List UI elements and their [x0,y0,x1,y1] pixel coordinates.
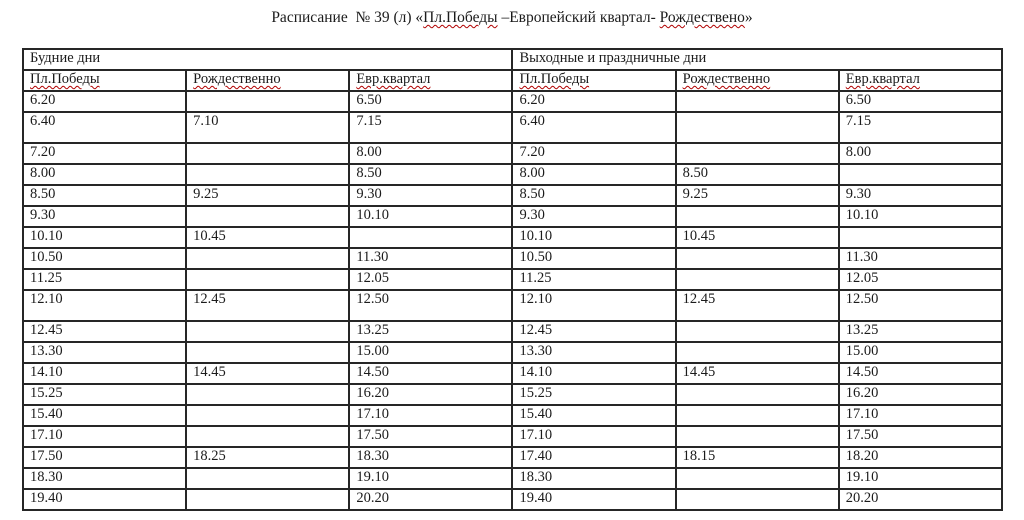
time-cell: 10.50 [23,248,186,269]
table-row [23,363,1002,384]
time-cell: 19.10 [839,468,1002,489]
time-cell: 12.50 [839,290,1002,321]
time-cell: 20.20 [839,489,1002,510]
column-header-label: Евр.квартал [356,71,431,87]
time-cell [186,248,349,269]
time-cell: 13.25 [839,321,1002,342]
time-cell: 8.50 [349,164,512,185]
time-cell [676,468,839,489]
time-cell [676,405,839,426]
time-cell: 20.20 [349,489,512,510]
time-cell: 9.30 [23,206,186,227]
time-cell: 15.00 [839,342,1002,363]
section-header-weekends: Выходные и праздничные дни [512,49,1002,70]
time-cell [676,206,839,227]
time-cell: 10.10 [512,227,675,248]
time-cell: 8.50 [676,164,839,185]
schedule-table-body [23,49,1002,510]
time-cell: 14.10 [23,363,186,384]
time-cell: 17.10 [512,426,675,447]
time-cell: 16.20 [839,384,1002,405]
time-cell: 14.50 [349,363,512,384]
time-cell: 13.30 [512,342,675,363]
table-row [23,426,1002,447]
title-misspelled-word: Пл.Победы [423,9,498,26]
time-cell: 12.45 [676,290,839,321]
column-header-label: Пл.Победы [30,71,100,87]
table-row [23,489,1002,510]
time-cell: 10.45 [186,227,349,248]
time-cell [676,489,839,510]
time-cell: 14.45 [676,363,839,384]
column-header-label: Рождественно [682,71,771,87]
time-cell [186,426,349,447]
time-cell: 12.45 [512,321,675,342]
time-cell: 11.25 [512,269,675,290]
time-cell [676,384,839,405]
column-header-label: Евр.квартал [845,71,920,87]
time-cell: 17.40 [512,447,675,468]
time-cell: 18.30 [23,468,186,489]
column-header [23,70,186,91]
table-row [23,342,1002,363]
time-cell [676,426,839,447]
time-cell: 15.25 [23,384,186,405]
table-row [23,384,1002,405]
time-cell [676,112,839,143]
time-cell: 18.15 [676,447,839,468]
time-cell: 16.20 [349,384,512,405]
time-cell: 19.10 [349,468,512,489]
table-row [23,321,1002,342]
time-cell: 8.50 [23,185,186,206]
time-cell: 8.00 [349,143,512,164]
time-cell [186,206,349,227]
column-header [676,70,839,91]
title-text: –Европейский квартал- [497,9,660,26]
time-cell [676,321,839,342]
section-header-weekdays: Будние дни [23,49,512,70]
time-cell [676,248,839,269]
time-cell: 14.45 [186,363,349,384]
table-row [23,248,1002,269]
time-cell: 9.25 [186,185,349,206]
time-cell: 19.40 [512,489,675,510]
time-cell [839,227,1002,248]
time-cell: 6.20 [23,91,186,112]
time-cell: 7.20 [23,143,186,164]
time-cell [186,384,349,405]
time-cell: 8.00 [839,143,1002,164]
table-row [23,143,1002,164]
column-header [512,70,675,91]
time-cell: 14.10 [512,363,675,384]
column-header [349,70,512,91]
time-cell: 7.15 [349,112,512,143]
time-cell: 17.10 [839,405,1002,426]
time-cell: 11.25 [23,269,186,290]
table-row [23,112,1002,143]
section-header-row [23,49,1002,70]
time-cell [676,269,839,290]
time-cell: 13.30 [23,342,186,363]
time-cell: 9.30 [349,185,512,206]
title-misspelled-word: Рождествено [659,9,745,26]
time-cell [839,164,1002,185]
table-row [23,290,1002,321]
time-cell [186,405,349,426]
time-cell: 6.50 [349,91,512,112]
table-row [23,185,1002,206]
time-cell: 18.25 [186,447,349,468]
time-cell: 7.15 [839,112,1002,143]
time-cell [186,143,349,164]
time-cell: 15.00 [349,342,512,363]
time-cell: 7.10 [186,112,349,143]
time-cell: 10.10 [23,227,186,248]
time-cell: 17.50 [23,447,186,468]
column-header [839,70,1002,91]
time-cell: 10.10 [839,206,1002,227]
time-cell: 8.00 [512,164,675,185]
table-row [23,405,1002,426]
table-row [23,206,1002,227]
time-cell: 17.50 [839,426,1002,447]
column-header-label: Пл.Победы [519,71,590,87]
time-cell: 7.20 [512,143,675,164]
time-cell: 6.40 [23,112,186,143]
title-text: Расписание № 39 (л) « [271,9,424,26]
time-cell: 18.30 [349,447,512,468]
time-cell: 15.40 [512,405,675,426]
time-cell [186,321,349,342]
time-cell: 15.25 [512,384,675,405]
time-cell: 17.50 [349,426,512,447]
time-cell: 12.45 [23,321,186,342]
time-cell: 12.10 [512,290,675,321]
time-cell [349,227,512,248]
time-cell: 13.25 [349,321,512,342]
time-cell [186,164,349,185]
table-row [23,447,1002,468]
time-cell [186,489,349,510]
time-cell: 8.50 [512,185,675,206]
time-cell [676,342,839,363]
time-cell: 12.05 [839,269,1002,290]
table-row [23,164,1002,185]
time-cell: 8.00 [23,164,186,185]
time-cell: 12.05 [349,269,512,290]
column-header-label: Рождественно [193,71,281,87]
time-cell: 17.10 [23,426,186,447]
time-cell: 11.30 [349,248,512,269]
time-cell: 14.50 [839,363,1002,384]
table-row [23,227,1002,248]
time-cell [186,269,349,290]
time-cell: 12.45 [186,290,349,321]
time-cell: 18.30 [512,468,675,489]
schedule-table [22,48,1003,511]
column-header-row [23,70,1002,91]
time-cell: 11.30 [839,248,1002,269]
time-cell: 10.45 [676,227,839,248]
time-cell: 6.50 [839,91,1002,112]
time-cell: 17.10 [349,405,512,426]
time-cell: 10.50 [512,248,675,269]
time-cell: 12.50 [349,290,512,321]
column-header [186,70,349,91]
table-row [23,269,1002,290]
time-cell: 9.30 [512,206,675,227]
time-cell: 6.40 [512,112,675,143]
time-cell: 18.20 [839,447,1002,468]
time-cell: 9.25 [676,185,839,206]
time-cell [186,468,349,489]
time-cell [676,143,839,164]
time-cell: 19.40 [23,489,186,510]
time-cell [186,342,349,363]
time-cell: 10.10 [349,206,512,227]
table-row [23,468,1002,489]
time-cell: 12.10 [23,290,186,321]
title-text: » [744,9,753,26]
time-cell [676,91,839,112]
time-cell: 15.40 [23,405,186,426]
table-row [23,91,1002,112]
time-cell: 9.30 [839,185,1002,206]
time-cell [186,91,349,112]
document-title [0,8,1024,27]
time-cell: 6.20 [512,91,675,112]
